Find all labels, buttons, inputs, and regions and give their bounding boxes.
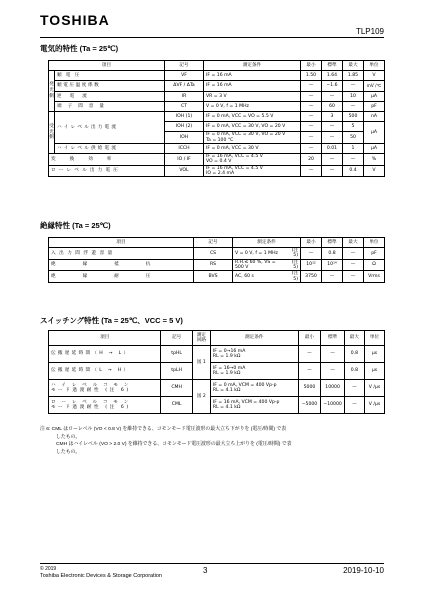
copyright: © 2019: [40, 566, 57, 572]
company: Toshiba Electronic Devices & Storage Corporation: [40, 573, 162, 579]
table-row: 変換効率 IO / IF IF = 16 mA, VCC = 4.5 V VO = 0.4 V 20 — — %: [49, 154, 385, 166]
doc-date: 2019-10-10: [343, 566, 384, 575]
group-detector: 受 光 側: [49, 111, 55, 153]
table-row: 逆電流 IR VR = 3 V — — 10 μA: [49, 91, 385, 101]
page-number: 3: [203, 566, 208, 575]
table-header-row: 項目 記号 測定条件 最小 標準 最大 単位: [49, 238, 385, 248]
col-item: 項目: [49, 61, 165, 71]
iso-table: [48, 237, 385, 283]
part-number: TLP109: [355, 27, 384, 36]
table-row: 伝搬遅延時間（L → H） tpLH IF = 16→0 mA RL = 1.9 kΩ — — 0.8 μs: [49, 363, 385, 380]
table-row: 入出力間浮遊容量 CS V = 0 V, f = 1 MHz (注 5) — 0.8 — pF: [49, 248, 385, 260]
note-line: CMH はハイレベル (VO > 2.0 V) を維持できる、コモンモード電圧波形の最大立ち上がりを (電圧/時間) で表: [56, 442, 292, 448]
note-line: 注 6: CML はローレベル (VO < 0.8 V) を維持できる、コモンモード電圧波形の最大立ち下がりを (電圧/時間) で表: [40, 427, 287, 432]
col-min: 最小: [301, 61, 322, 71]
toshiba-logo: TOSHIBA: [40, 12, 110, 28]
param-name: 順電圧: [55, 71, 165, 81]
table-row: IOH (2) IF = 0 mA, VCC = 30 V, VO = 20 V — — 5 μA: [49, 122, 385, 132]
col-condition: 測定条件: [204, 61, 301, 71]
group-led: 発 光 側: [49, 71, 55, 112]
table-row: 絶縁耐圧 BVS AC, 60 s (注 5) 3750 — — Vrms: [49, 271, 385, 283]
table-row: 順電圧温度係数 ΔVF / ΔTa IF = 16 mA — −1.6 — mV /℃: [49, 81, 385, 91]
col-symbol: 記号: [165, 61, 204, 71]
table-header-row: 項目 記号 測定回路 測定条件 最小 標準 最大 単位: [49, 331, 385, 346]
sw-table: [48, 330, 385, 414]
table-row: ハイレベルコモン モード過渡耐性 (注 6) CMH 図 2 IF = 0 mA, VCM = 400 Vp-p RL = 4.1 kΩ 5000 10000 — V /μs: [49, 380, 385, 397]
header-rule: [40, 37, 384, 38]
table-row: 発 光 側 順電圧 VF IF = 16 mA 1.50 1.64 1.85 V: [49, 71, 385, 81]
note-line: したもの。: [56, 434, 81, 440]
table-header-row: [49, 61, 385, 71]
footer-rule: [40, 563, 384, 564]
iso-title: 絶縁特性 (Ta = 25℃): [40, 221, 111, 230]
table-row: 受 光 側 ハイレベル出力電流 IOH (1) IF = 0 mA, VCC = VO = 5.5 V — 3 500 nA: [49, 111, 385, 121]
note-line: したもの。: [56, 449, 81, 455]
col-typ: 標準: [322, 61, 343, 71]
table-row: ローレベルコモン モード過渡耐性 (注 6) CML IF = 16 mA, VCM = 400 Vp-p RL = 4.1 kΩ −5000 −10000 — V /μs: [49, 397, 385, 414]
table-row: IOH IF = 0 mA, VCC = 30 V, VO = 20 V Ta = 100 °C — — 50: [49, 132, 385, 144]
col-unit: 単位: [364, 61, 385, 71]
sw-title: スイッチング特性 (Ta = 25℃、VCC = 5 V): [40, 316, 183, 325]
table-row: 端子間容量 CT V = 0 V, f = 1 MHz — 60 — pF: [49, 101, 385, 111]
table-row: ハイレベル供給電流 ICCH IF = 0 mA, VCC = 30 V — 0.01 1 μA: [49, 143, 385, 153]
table-row: 伝搬遅延時間（H → L） tpHL 図 1 IF = 0→16 mA RL = 1.9 kΩ — — 0.8 μs: [49, 346, 385, 363]
elec-table: [48, 60, 385, 177]
col-max: 最大: [343, 61, 364, 71]
footnotes: [40, 426, 390, 456]
table-row: 絶縁抵抗 RS R.H.≤ 60 %, VS = 500 V (注 5) 10¹² 10¹⁴ — Ω: [49, 259, 385, 271]
elec-title: 電気的特性 (Ta = 25℃): [40, 44, 119, 53]
table-row: ローレベル出力電圧 VOL IF = 16 mA, VCC = 4.5 V IO = 2.4 mA — — 0.4 V: [49, 165, 385, 177]
